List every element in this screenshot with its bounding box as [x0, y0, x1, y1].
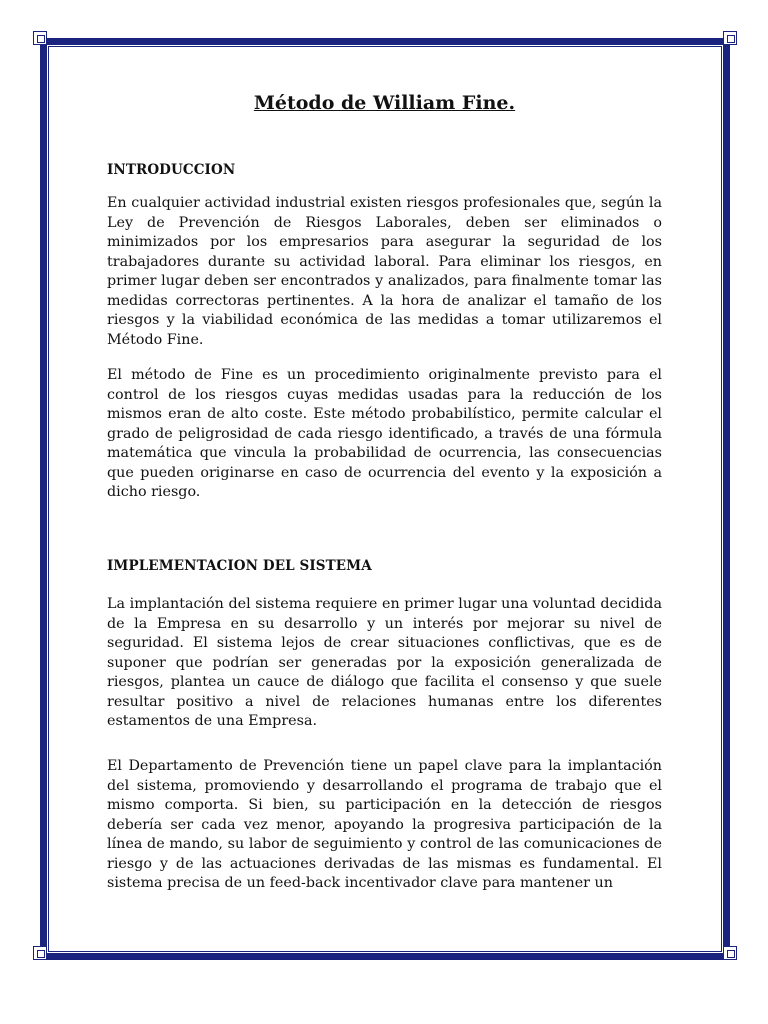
section-heading-introduccion: INTRODUCCION [107, 162, 236, 178]
section-heading-implementacion: IMPLEMENTACION DEL SISTEMA [107, 558, 372, 574]
corner-ornament-top-left [33, 31, 47, 45]
paragraph-intro-2: El método de Fine es un procedimiento originalmente previsto para el control de los riesgos cuyas medidas usadas para la reducción de los mismos eran de alto coste. Este método probabilístico, permite calcular el grado de peligrosidad de cada riesgo identificado, a través de una fórmula matemática que vincula la probabilidad de ocurrencia, las consecuencias que pueden originarse en caso de ocurrencia del evento y la exposición a dicho riesgo. [107, 367, 662, 500]
corner-ornament-bottom-left [33, 946, 47, 960]
paragraph-impl-2: El Departamento de Prevención tiene un papel clave para la implantación del sistema, promoviendo y desarrollando el programa de trabajo que el mismo comporta. Si bien, su participación en la detección de riesgos debería ser cada vez menor, apoyando la progresiva participación de la línea de mando, su labor de seguimiento y control de las comunicaciones de riesgo y de las actuaciones derivadas de las mismas es fundamental. El sistema precisa de un feed-back incentivador clave para mantener un [107, 758, 662, 891]
paragraph-impl-1: La implantación del sistema requiere en primer lugar una voluntad decidida de la Empresa en su desarrollo y un interés por mejorar su nivel de seguridad. El sistema lejos de crear situaciones conflictivas, que es de suponer que podrían ser generadas por la exposición generalizada de riesgos, plantea un cauce de diálogo que facilita el consenso y que suele resultar positivo a nivel de relaciones humanas entre los diferentes estamentos de una Empresa. [107, 596, 662, 729]
paragraph-intro-1: En cualquier actividad industrial existen riesgos profesionales que, según la Ley de Prevención de Riesgos Laborales, deben ser eliminados o minimizados por los empresarios para asegurar la seguridad de los trabajadores durante su actividad laboral. Para eliminar los riesgos, en primer lugar deben ser encontrados y analizados, para finalmente tomar las medidas correctoras pertinentes. A la hora de analizar el tamaño de los riesgos y la viabilidad económica de las medidas a tomar utilizaremos el Método Fine. [107, 195, 662, 348]
corner-ornament-bottom-right [723, 946, 737, 960]
corner-ornament-top-right [723, 31, 737, 45]
document-title: Método de William Fine. [253, 92, 516, 114]
